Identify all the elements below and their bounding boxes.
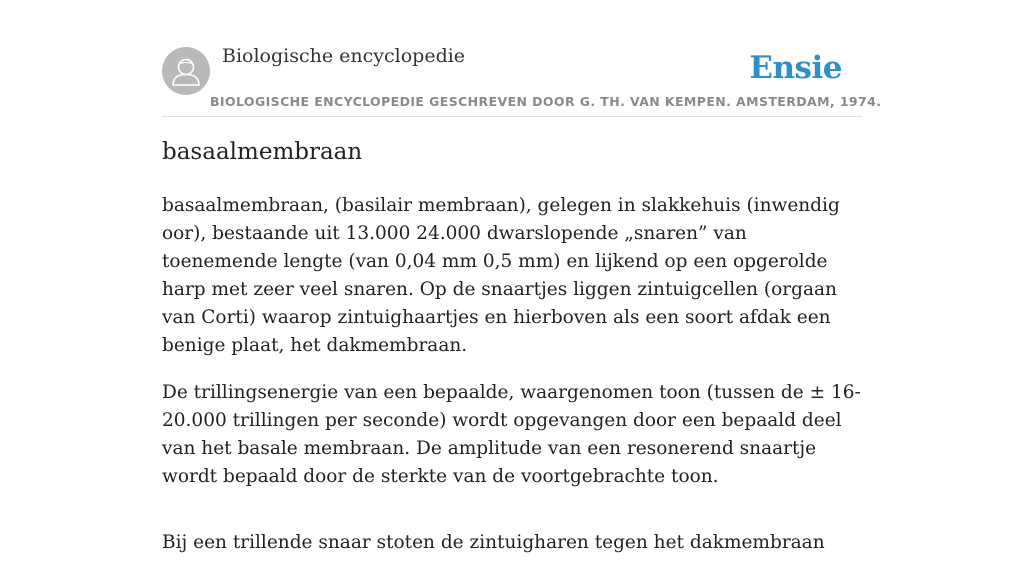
site-title[interactable]: Biologische encyclopedie — [222, 45, 466, 67]
site-header — [162, 0, 882, 117]
page — [162, 0, 882, 553]
author-avatar[interactable] — [162, 47, 210, 95]
entry-paragraph: Bij een trillende snaar stoten de zintuigharen tegen het dakmembraan — [162, 532, 825, 553]
site-subtitle: BIOLOGISCHE ENCYCLOPEDIE GESCHREVEN DOOR G. TH. VAN KEMPEN. AMSTERDAM, 1974. — [210, 94, 882, 109]
brand-logo-link[interactable]: Ensie — [749, 50, 842, 86]
user-icon — [162, 47, 210, 95]
entry-body — [162, 192, 862, 576]
entry-paragraph: basaalmembraan, (basilair membraan), gelegen in slakkehuis (inwendig oor), bestaande uit 13.000 24.000 dwarslopende „snaren” van toenemende lengte (van 0,04 mm 0,5 mm) en lijkend op een opgerolde harp met zeer veel snaren. Op de snaartjes liggen zintuigcellen (orgaan van Corti) waarop zintuighaartjes en hierboven als een soort afdak een benige plaat, het dakmembraan. — [162, 195, 840, 356]
entry-title: basaalmembraan — [162, 139, 363, 165]
entry-paragraph: De trillingsenergie van een bepaalde, waargenomen toon (tussen de ± 16-20.000 trillingen per seconde) wordt opgevangen door een bepaald deel van het basale membraan. De amplitude van een resonerend snaartje wordt bepaald door de sterkte van de voortgebrachte toon. — [162, 382, 861, 487]
